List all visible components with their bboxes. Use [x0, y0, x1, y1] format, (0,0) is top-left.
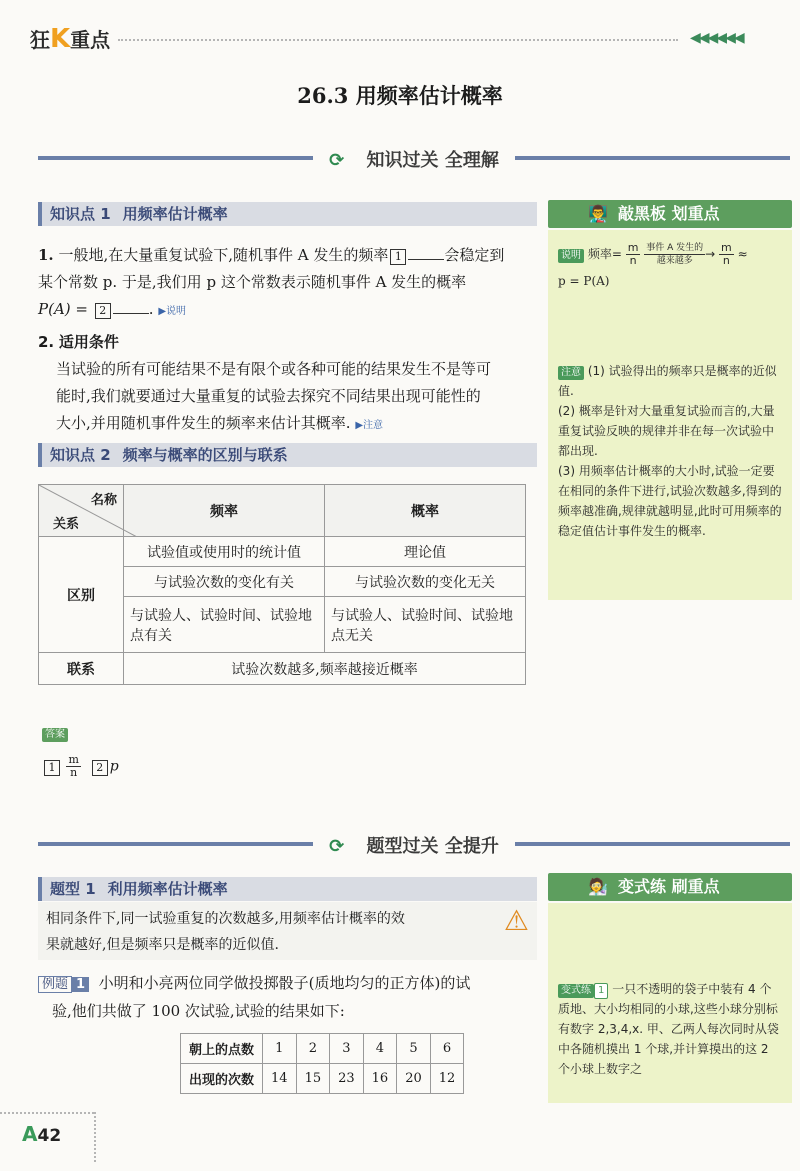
board-panel: 说明 频率= $\frac{m}{n}$ $\frac{\text{事件 A 发生的}}{\text{越来越多}}$ → $\frac{m}{n}$ ≈ p = P(A) 注意 (1) 试验得出的频率只是概率的近似值. (2) 概率是针对大量重复试验而言的,大量重复试验反映的规律并非在每一次试验中都出现. (3) 用频率估计概率的大小时,试验一定要在相同的条件下进行,试验次数越多,得到的频率越准确,规律就越明显,此时可用频率的稳定值估计事件发生的概率. — [548, 230, 792, 600]
table-cell: 试验次数越多,频率越接近概率 — [124, 653, 526, 685]
brand-logo: 狂K重点 — [30, 24, 111, 54]
warning-icon: ⚠ — [503, 904, 529, 937]
example-tag: 例题 — [38, 976, 72, 993]
header-dotted-line — [118, 39, 678, 41]
variant-panel: 变式练 1 一只不透明的袋子中装有 4 个质地、大小均相同的小球,这些小球分别标有数字 2,3,4,x. 甲、乙两人每次同时从袋中各随机摸出 1 个球,并计算摸出的这 2 个小球上数字之 — [548, 903, 792, 1103]
table-cell: 与试验人、试验时间、试验地点有关 — [124, 597, 325, 653]
example-1: 例题 1 小明和小亮两位同学做投掷骰子(质地均匀的正方体)的试 验,他们共做了 100 次试验,试验的结果如下: — [38, 970, 538, 1025]
footer-divider — [0, 1112, 94, 1114]
caution-link[interactable]: ▶注意 — [355, 420, 384, 431]
note-link[interactable]: ▶说明 — [158, 306, 187, 317]
answer-block: 答案 1 $\frac{m}{n}$ 2 p — [42, 722, 119, 779]
question-type-header: 题型 1 利用频率估计概率 — [38, 877, 537, 901]
table-cell: 与试验次数的变化有关 — [124, 567, 325, 597]
section-banner-question-types: ⟳ 题型过关 全提升 — [38, 832, 790, 856]
refresh-icon: ⟳ — [321, 150, 352, 171]
logo-a-icon: A — [22, 1122, 38, 1146]
student-icon: 🧑‍🔬 — [588, 877, 608, 896]
board-header: 👨‍🏫 敲黑板 划重点 — [548, 200, 792, 228]
knowledge-point-1-body: 1. 一般地,在大量重复试验下,随机事件 A 发生的频率 1 会稳定到 某个常数 p. 于是,我们用 p 这个常数表示随机事件 A 发生的概率 P(A) = 2 . ▶说明 2. 适用条件 当试验的所有可能结果不是有限个或各种可能的结果发生不是等可 能时,我们就要通过大量重复的试验去探究不同结果出现可能性的 大小,并用随机事件发生的频率来估计其概率. ▶注意 — [38, 246, 505, 432]
page-number: A42 — [22, 1122, 62, 1146]
table-cell: 理论值 — [325, 537, 526, 567]
section-banner-knowledge: ⟳ 知识过关 全理解 — [38, 146, 790, 170]
table-cell: 与试验人、试验时间、试验地点无关 — [325, 597, 526, 653]
table-corner: 名称 关系 — [39, 485, 124, 537]
dice-results-table: 朝上的点数 1 2 3 4 5 6 出现的次数 14 15 23 16 20 12 — [180, 1033, 464, 1094]
table-cell: 与试验次数的变化无关 — [325, 567, 526, 597]
comparison-table: 名称 关系 频率 概率 区别 试验值或使用时的统计值 理论值 与试验次数的变化有关 与试验次数的变化无关 与试验人、试验时间、试验地点有关 与试验人、试验时间、试验地点无关 联系 试验次数越多,频率越接近概率 — [38, 484, 526, 685]
table-cell: 试验值或使用时的统计值 — [124, 537, 325, 567]
answer-tag: 答案 — [42, 728, 68, 742]
page-title: 26.3 用频率估计概率 — [297, 83, 503, 108]
knowledge-point-header: 知识点 1 用频率估计概率 — [38, 202, 537, 226]
hint-box: 相同条件下,同一试验重复的次数越多,用频率估计概率的效 果就越好,但是频率只是概率的近似值. ⚠ — [38, 902, 537, 960]
knowledge-point-header: 知识点 2 频率与概率的区别与联系 — [38, 443, 537, 467]
variant-header: 🧑‍🔬 变式练 刷重点 — [548, 873, 792, 901]
footer-divider — [94, 1112, 96, 1162]
header-arrows-icon: ◀◀◀◀◀◀ — [690, 30, 743, 46]
teacher-icon: 👨‍🏫 — [588, 204, 608, 223]
refresh-icon: ⟳ — [321, 836, 352, 857]
